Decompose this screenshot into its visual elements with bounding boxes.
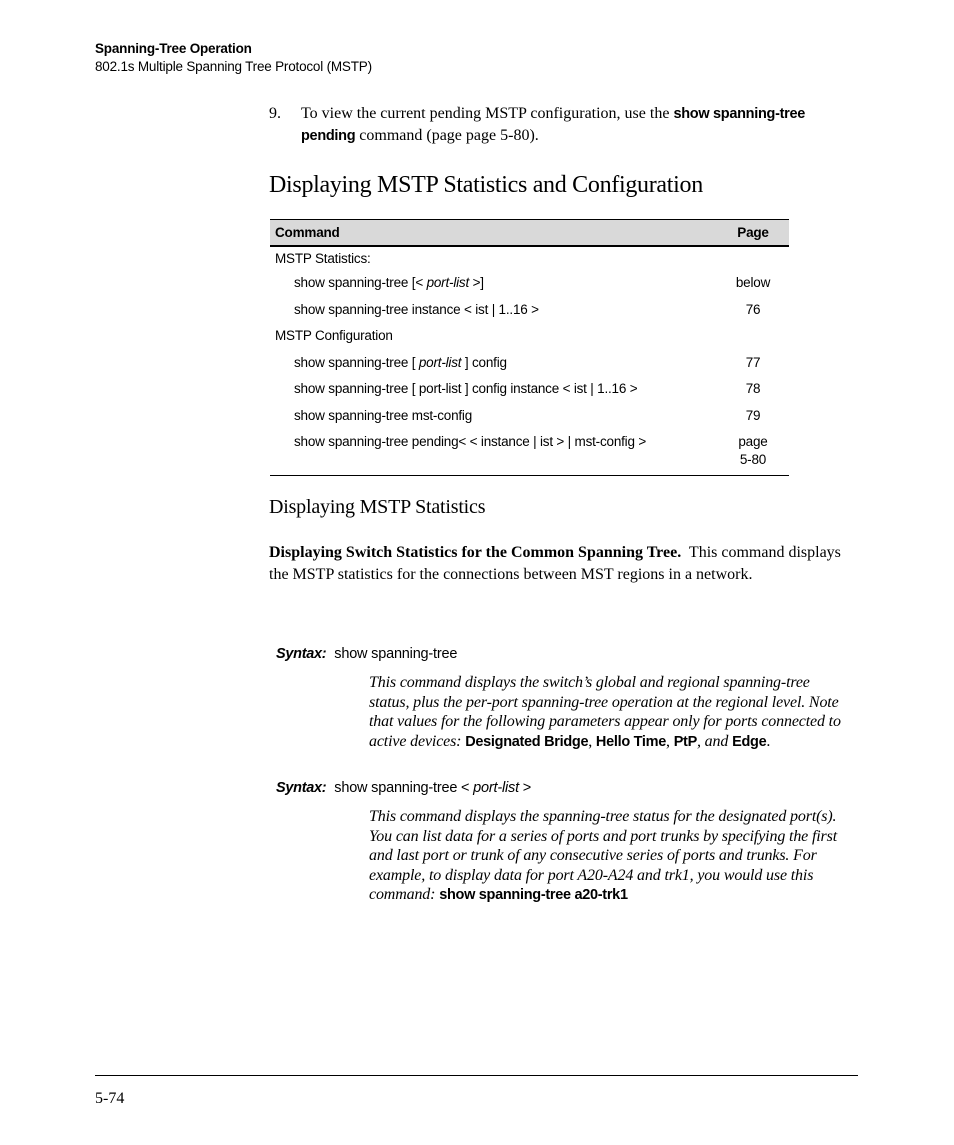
command-cell: show spanning-tree [ port-list ] config instance < ist | 1..16 > bbox=[294, 381, 638, 396]
syntax-command: show spanning-tree bbox=[334, 646, 458, 662]
parameter-name: Hello Time bbox=[595, 733, 666, 750]
step-text-before: To view the current pending MSTP configuration, use the bbox=[301, 105, 674, 122]
group-label: MSTP Configuration bbox=[275, 328, 393, 343]
table-group-row bbox=[270, 323, 789, 350]
separator: , and bbox=[696, 732, 733, 750]
page-cell: 79 bbox=[745, 407, 761, 423]
command-table bbox=[270, 219, 789, 476]
table-row bbox=[270, 270, 789, 297]
separator: . bbox=[766, 732, 771, 750]
run-in-heading: Displaying Switch Statistics for the Common Spanning Tree. bbox=[269, 544, 682, 561]
group-label: MSTP Statistics: bbox=[275, 251, 371, 266]
table-row bbox=[270, 297, 789, 324]
step-text bbox=[301, 103, 861, 147]
command-cell bbox=[270, 270, 717, 297]
table-group-row bbox=[270, 246, 789, 270]
description-text: This command displays the switch’s global and regional spanning-tree status, plus the per-port spanning-tree operation at the regional level. Note that values for the following parameters appear only for ports connected to active devices: bbox=[369, 674, 841, 750]
command-param: port-list bbox=[473, 780, 519, 796]
syntax-line bbox=[276, 645, 457, 663]
syntax-label: Syntax: bbox=[276, 780, 327, 796]
table-row bbox=[270, 429, 789, 475]
footer-rule bbox=[95, 1075, 858, 1076]
paragraph-text: This command displays the MSTP statistics for the connections between MST regions in a network. bbox=[269, 544, 845, 583]
command-param: port-list bbox=[426, 275, 470, 290]
column-header-command: Command bbox=[270, 220, 717, 247]
syntax-line bbox=[276, 779, 531, 797]
parameter-name: Edge bbox=[732, 733, 767, 750]
page-line: page bbox=[738, 434, 768, 449]
command-text: show spanning-tree < bbox=[334, 780, 474, 796]
command-cell: show spanning-tree mst-config bbox=[294, 407, 473, 423]
subsection-heading: Displaying MSTP Statistics bbox=[269, 496, 486, 518]
section-heading: Displaying MSTP Statistics and Configuration bbox=[269, 172, 703, 198]
command-text: show spanning-tree [ bbox=[294, 354, 419, 370]
parameter-name: PtP bbox=[673, 733, 697, 750]
separator: , bbox=[665, 732, 674, 750]
table-row bbox=[270, 376, 789, 403]
body-paragraph bbox=[269, 542, 844, 585]
command-cell: show spanning-tree pending< < instance | ist > | mst-config > bbox=[294, 434, 647, 449]
command-text: show spanning-tree [< bbox=[294, 275, 427, 290]
page-cell: below bbox=[735, 275, 771, 290]
example-command: show spanning-tree a20-trk1 bbox=[439, 887, 628, 903]
syntax-description bbox=[369, 807, 853, 906]
command-text: >] bbox=[469, 275, 484, 290]
description-text: This command displays the spanning-tree status for the designated port(s). You can list data for a series of ports and port trunks by specifying the first and last port or trunk of any consecutive series of ports and trunks. For example, to display data for port A20-A24 and trk1, you would use this command: bbox=[369, 808, 838, 903]
step-number: 9. bbox=[269, 105, 281, 122]
running-header-subtitle: 802.1s Multiple Spanning Tree Protocol (MSTP) bbox=[95, 59, 372, 74]
command-text: > bbox=[518, 780, 532, 796]
page-cell: 76 bbox=[745, 301, 761, 317]
command-cell: show spanning-tree instance < ist | 1..16 > bbox=[294, 301, 539, 317]
page-cell: 77 bbox=[745, 354, 761, 370]
command-cell bbox=[270, 350, 717, 377]
step-text-after: command (page page 5-80). bbox=[355, 127, 539, 144]
step-command: show spanning-tree pending bbox=[301, 106, 805, 144]
page-line: 5-80 bbox=[739, 452, 767, 467]
command-param: port-list bbox=[418, 354, 462, 370]
parameter-name: Designated Bridge bbox=[465, 733, 589, 750]
page-cell bbox=[717, 429, 789, 475]
page-cell: 78 bbox=[745, 381, 761, 396]
column-header-page: Page bbox=[717, 220, 789, 247]
syntax-description bbox=[369, 673, 853, 752]
table-row bbox=[270, 350, 789, 377]
table-row bbox=[270, 403, 789, 430]
command-text: ] config bbox=[461, 354, 507, 370]
running-header-title: Spanning-Tree Operation bbox=[95, 41, 252, 56]
syntax-command bbox=[334, 780, 531, 796]
separator: , bbox=[588, 732, 596, 750]
page-number: 5-74 bbox=[95, 1090, 125, 1107]
syntax-label: Syntax: bbox=[276, 646, 327, 662]
